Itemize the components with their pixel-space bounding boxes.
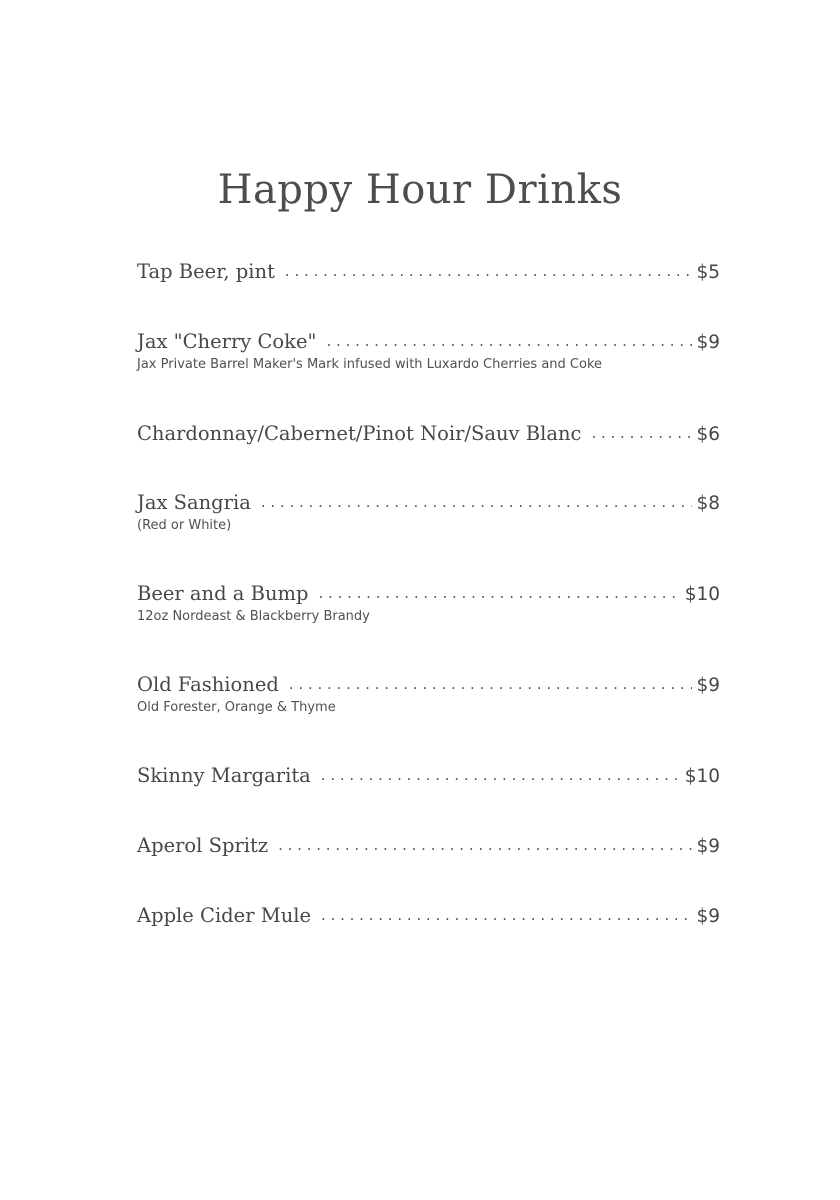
menu-item-old-fashioned <box>137 671 720 717</box>
dot-leader <box>321 901 692 929</box>
item-description: 12oz Nordeast & Blackberry Brandy <box>137 609 370 624</box>
item-description: (Red or White) <box>137 518 232 533</box>
item-description: Old Forester, Orange & Thyme <box>137 700 336 715</box>
menu-item-skinny-margarita <box>137 762 720 790</box>
menu-item-apple-cider-mule <box>137 902 720 930</box>
dot-leader <box>591 419 692 447</box>
dot-leader <box>321 761 681 789</box>
menu-title: Happy Hour Drinks <box>217 167 623 213</box>
dot-leader <box>289 670 693 698</box>
item-name: Chardonnay/Cabernet/Pinot Noir/Sauv Blanc <box>137 422 582 445</box>
item-description: Jax Private Barrel Maker's Mark infused with Luxardo Cherries and Coke <box>137 357 603 372</box>
dot-leader <box>278 831 692 859</box>
menu-item-tap-beer <box>137 258 720 286</box>
item-price: $9 <box>696 836 720 857</box>
menu-item-sangria <box>137 489 720 535</box>
dot-leader <box>261 488 693 516</box>
dot-leader <box>326 327 692 355</box>
dot-leader <box>318 579 680 607</box>
item-name: Jax Sangria <box>137 491 251 514</box>
item-price: $9 <box>696 675 720 696</box>
item-name: Old Fashioned <box>137 673 279 696</box>
dot-leader <box>285 257 693 285</box>
item-name: Beer and a Bump <box>137 582 309 605</box>
item-name: Apple Cider Mule <box>137 904 312 927</box>
item-price: $10 <box>684 584 720 605</box>
item-price: $8 <box>696 493 720 514</box>
menu-item-aperol-spritz <box>137 832 720 860</box>
item-name: Jax "Cherry Coke" <box>137 330 317 353</box>
item-price: $6 <box>696 424 720 445</box>
item-name: Tap Beer, pint <box>137 260 275 283</box>
item-price: $5 <box>696 262 720 283</box>
menu-item-beer-and-a-bump <box>137 580 720 626</box>
item-price: $10 <box>684 766 720 787</box>
item-price: $9 <box>696 332 720 353</box>
item-price: $9 <box>696 906 720 927</box>
item-name: Aperol Spritz <box>137 834 269 857</box>
menu-item-cherry-coke <box>137 328 720 374</box>
menu-item-wine <box>137 420 720 448</box>
item-name: Skinny Margarita <box>137 764 311 787</box>
